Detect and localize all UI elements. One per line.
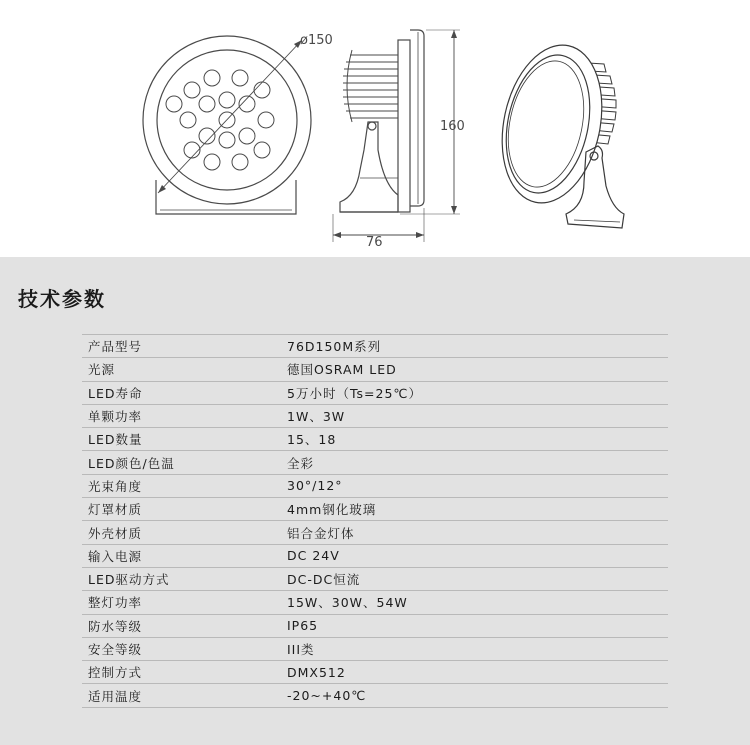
spec-label: 防水等级 (88, 618, 143, 634)
spec-panel (0, 257, 750, 745)
spec-row (82, 498, 668, 521)
heatsink-fins (343, 50, 398, 122)
spec-row (82, 638, 668, 661)
technical-drawing (0, 0, 750, 255)
spec-row (82, 615, 668, 638)
spec-label: 安全等级 (88, 642, 143, 657)
spec-value: 5万小时（Ts=25℃） (287, 385, 422, 401)
perspective-view-drawing (488, 36, 624, 228)
spec-value: DMX512 (287, 664, 346, 680)
spec-label: 光源 (88, 362, 116, 378)
spec-label: 输入电源 (88, 548, 143, 564)
spec-label: LED寿命 (88, 385, 143, 401)
spec-label: 外壳材质 (88, 525, 143, 541)
spec-row (82, 475, 668, 498)
spec-label: 整灯功率 (88, 595, 143, 611)
spec-value: 76D150M系列 (287, 339, 382, 355)
depth-dimension-label: 76 (366, 235, 383, 250)
spec-row (82, 428, 668, 451)
spec-row (82, 568, 668, 591)
front-view-drawing (143, 36, 311, 214)
spec-value: 1W、3W (287, 409, 346, 425)
spec-row (82, 591, 668, 614)
spec-row (82, 661, 668, 684)
spec-label: 控制方式 (88, 665, 143, 681)
spec-row (82, 405, 668, 428)
spec-row (82, 521, 668, 544)
spec-value: 德国OSRAM LED (287, 362, 397, 378)
spec-value: 15W、30W、54W (287, 595, 408, 611)
spec-row (82, 358, 668, 381)
spec-value: 全彩 (287, 455, 315, 471)
spec-value: DC-DC恒流 (287, 572, 361, 588)
spec-value: 30°/12° (287, 478, 343, 494)
spec-value: 4mm钢化玻璃 (287, 502, 377, 518)
spec-value: IP65 (287, 618, 319, 634)
spec-label: 灯罩材质 (88, 502, 143, 518)
spec-table (82, 334, 668, 708)
spec-row (82, 451, 668, 474)
spec-label: LED颜色/色温 (88, 455, 175, 471)
spec-label: LED驱动方式 (88, 572, 170, 588)
spec-row (82, 545, 668, 568)
spec-title: 技术参数 (18, 287, 106, 311)
side-view-drawing (333, 30, 460, 242)
spec-row (82, 382, 668, 405)
diameter-dimension-label: ø150 (300, 33, 333, 48)
spec-row (82, 684, 668, 707)
spec-row (82, 335, 668, 358)
spec-value: III类 (287, 642, 315, 657)
technical-drawing-area (0, 0, 750, 255)
spec-label: 产品型号 (88, 339, 143, 355)
spec-label: 光束角度 (88, 478, 143, 494)
spec-label: LED数量 (88, 432, 143, 448)
spec-value: 铝合金灯体 (287, 525, 355, 541)
spec-label: 单颗功率 (88, 409, 143, 425)
height-dimension-label: 160 (440, 119, 465, 134)
spec-label: 适用温度 (88, 688, 143, 704)
spec-value: -20~+40℃ (287, 688, 367, 704)
spec-value: 15、18 (287, 432, 337, 448)
spec-value: DC 24V (287, 548, 340, 564)
